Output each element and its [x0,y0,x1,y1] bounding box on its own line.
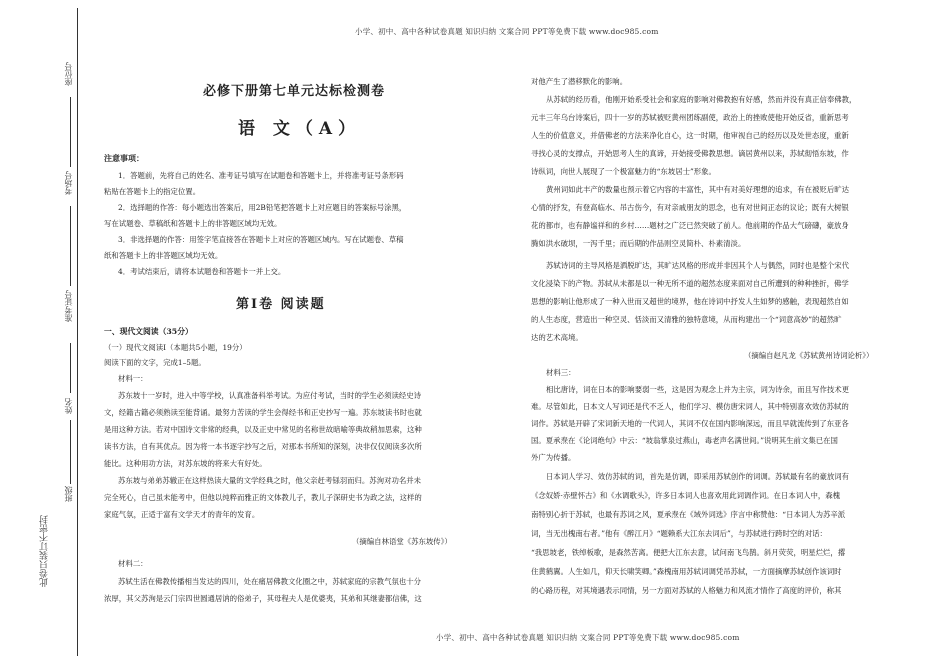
text-line: 苏轼生活在佛教传播相当发达的四川，处在痛居佛教文化圈之中，苏轼家庭的宗教气氛也十分 [118,577,422,586]
text-line: 从苏轼的经历看，他刚开始系受社会和家庭的影响对佛教抱有好感，然而并没有真正信奉佛教， [546,95,857,104]
room-label: 考场号 [64,171,73,195]
text-line: 难。尽管如此，日本文人写词还是代不乏人，他们学习、模仿唐宋词人，其中特别喜欢效仿苏轼的 [531,402,849,411]
text-line: 文，经籍古籍必须熟读至能背诵。最努力苦读的学生会得经书和正史抄写一遍。苏东坡读书时也就 [104,408,422,417]
seal-note: 此卷只装订不密封 [40,515,50,587]
instruction: 阅读下面的文字，完成1–5题。 [104,358,206,367]
text-line: 住黄鹤翼。人生如几，仰天长啸笑卿。”森槐南用苏轼词调凭吊苏轼，一方面摘摩苏轼创作该词时 [531,567,842,576]
note-line: 纸和答题卡上的非答题区域均无效。 [104,251,223,260]
note-line: 4．考试结束后，请将本试题卷和答题卡一并上交。 [118,267,286,276]
notes-heading: 注意事项： [104,153,144,163]
seat-field[interactable] [70,97,71,167]
ticket-label: 准考证号 [64,290,73,322]
text-line: 的心路历程，对其境遇表示同情，另一方面对苏轼的人格魅力和风流才情作了高度的评价，称其 [531,586,842,595]
text-line: 腾如洪水破坝，一泻千里；而后期的作品则空灵简朴、朴素清淡。 [531,239,746,248]
text-line: 寻找心灵的支撑点，开始思考人生的真谛，开始接受佛教思想。谪居黄州以来，苏轼彻悟东坡，作 [531,149,849,158]
text-line: 元丰三年乌台诗案后，四十一岁的苏轼被贬黄州团练副使，政治上的挫败使他开始反省，重新思考 [531,113,849,122]
part-heading: 一、现代文阅读（35分） [104,327,193,336]
material-label: 材料三： [546,368,576,377]
text-line: 词，当无出槐南右者。”他有《醉江月》“题赖系大江东去词后”，与苏轼进行跨时空的对话： [531,529,827,538]
exam-title: 必修下册第七单元达标检测卷 [203,84,386,99]
exam-subject: 语 文（A） [238,119,362,139]
text-line: 能比。这种用功方法，对苏东坡的将来大有好处。 [104,459,267,468]
text-line: 家庭气氛，正适于富有文学天才的青年的发育。 [104,510,260,519]
text-line: 相比唐诗，词在日本的影响要弱一些，这是因为观念上并为主宗，词为诗余，而且写作技术更 [546,385,850,394]
text-line: 对他产生了潜移默化的影响。 [531,77,628,86]
text-line: 人生的价值意义，并借佛老的方法来净化自心，这一时期，他审视自己的经历以及处世态度，重新 [531,131,849,140]
text-line: 浓厚，其父苏洵是云门宗四世圆通居讷的俗弟子，其母程夫人是优婆夷，其弟和其继妻都信佛，这 [104,594,422,603]
material-label: 材料二： [118,559,148,568]
site-header: 小学、初中、高中各种试卷真题 知识归纳 文案合同 PPT等免费下载 www.doc985.com [355,27,659,36]
text-line: 词作。苏轼是开辟了宋词新天地的一代词人，其词不仅在国内影响深远，而且早就流传到了东亚各 [531,419,849,428]
text-line: 苏东坡十一岁时，进入中等学校，认真准备科举考试。为应付考试，当时的学生必须读经史诗 [118,391,422,400]
text-line: 思想的影响让他形成了一种入世而又超世的境界，他在诗词中抒发人生如梦的感触，表现超然自如 [531,297,849,306]
note-line: 3．非选择题的作答：用签字笔直接答在答题卡上对应的答题区域内。写在试题卷、草稿 [118,235,404,244]
text-line: 读书方法，自有其优点。因为将一本书逐字抄写之后，对那本书所知的深刻，决非仅仅阅读多次所 [104,442,422,451]
name-label: 姓名 [64,398,73,414]
text-line: 诗纵词，向世人展现了一个极富魅力的“东坡居士”形象。 [531,167,716,176]
note-line: 写在试题卷、草稿纸和答题卡上的非答题区域均无效。 [104,219,282,228]
text-line: 黄州词如此丰产的数量也预示着它内容的丰富性，其中有对美好理想的追求，有在被贬后旷达 [546,185,850,194]
source-citation: （摘编自林语堂《苏东坡传》） [352,537,452,546]
room-field[interactable] [70,206,71,286]
note-line: 1．答题前，先将自己的姓名、准考证号填写在试题卷和答题卡上，并将准考证号条形码 [118,171,404,180]
name-field[interactable] [70,420,71,484]
text-line: 国。夏承焘在《论词绝句》中云：“坡翁掌泉过燕山，毒老声名满世间。”说明其生前文集已在国 [531,436,838,445]
seat-label: 座位号 [64,62,73,86]
binding-line [77,8,78,656]
text-line: 日本词人学习、效仿苏轼的词，首先是仿调，即采用苏轼创作的词调。苏轼最有名的豪放词有 [546,472,850,481]
text-line: 文化浸染下的产物。苏轼从未都是以一种无所不道的超然态度来面对自己所遭到的种种挫折，佛学 [531,279,849,288]
material-label: 材料一： [118,374,148,383]
source-citation: （摘编自赵凡龙《苏轼黄州诗词论析》） [744,351,874,360]
text-line: 心情的抒发，有登高临水、吊古伤今，有对亲戚朋友的思念，也有对世间正态的议论；既有大树银 [531,203,849,212]
ticket-field[interactable] [70,343,71,393]
note-line: 粘贴在答题卡上的指定位置。 [104,187,201,196]
subpart-heading: （一）现代文阅读Ⅰ（本题共5小题，19分） [104,343,247,352]
text-line: “我思坡老，铁绰板歌，是森然苦离。便把大江东去意，试问南飞鸟鹊。斜月荧荧，明星烂烂，撂 [531,548,846,557]
class-label: 班级 [64,486,73,502]
text-line: 南特别心折于苏轼，也最有苏词之风，夏承焘在《域外词选》序言中称赞他：“日本词人为苏辛派 [531,510,846,519]
text-line: 苏轼诗词的主导风格是洒脱旷达，其旷达风格的形成并非因其个人与偶然，同时也是整个宋代 [546,261,850,270]
text-line: 花的都市，也有静谧祥和的乡村……题材之广泛已然突破了前人。他前期的作品大气磅礴，豪放身 [531,221,849,230]
site-footer: 小学、初中、高中各种试卷真题 知识归纳 文案合同 PPT等免费下载 www.doc985.com [436,633,740,642]
text-line: 是用这种方法。若对中国诗文非常的经典，以及正史中常见的名称世故暗喻等典故稍加思索，这种 [104,425,422,434]
text-line: 外广为传播。 [531,453,576,462]
note-line: 2．选择题的作答：每小题选出答案后，用2B铅笔把答题卡上对应题目的答案标号涂黑， [118,203,407,212]
text-line: 《念奴娇·赤壁怀古》和《水调歌头》，许多日本词人也喜欢用此词调作词。在日本词人中，森槐 [531,491,841,500]
section-title: 第Ⅰ卷 阅读题 [236,297,326,312]
text-line: 苏东坡与弟弟苏辙正在这样热读大量的文学经典之时，他父亲赶考铩羽而归。苏洵对功名并未 [118,476,422,485]
text-line: 达的艺术高境。 [531,333,583,342]
text-line: 完全死心，自己虽未能考中，但他以纯粹而雅正的文体教儿子，教儿子深研史书为政之法，这样的 [104,493,422,502]
text-line: 的人生态度，营造出一种空灵、恬淡而又清雅的独特意境，从而构建出一个“词意高妙”的超然旷 [531,315,842,324]
